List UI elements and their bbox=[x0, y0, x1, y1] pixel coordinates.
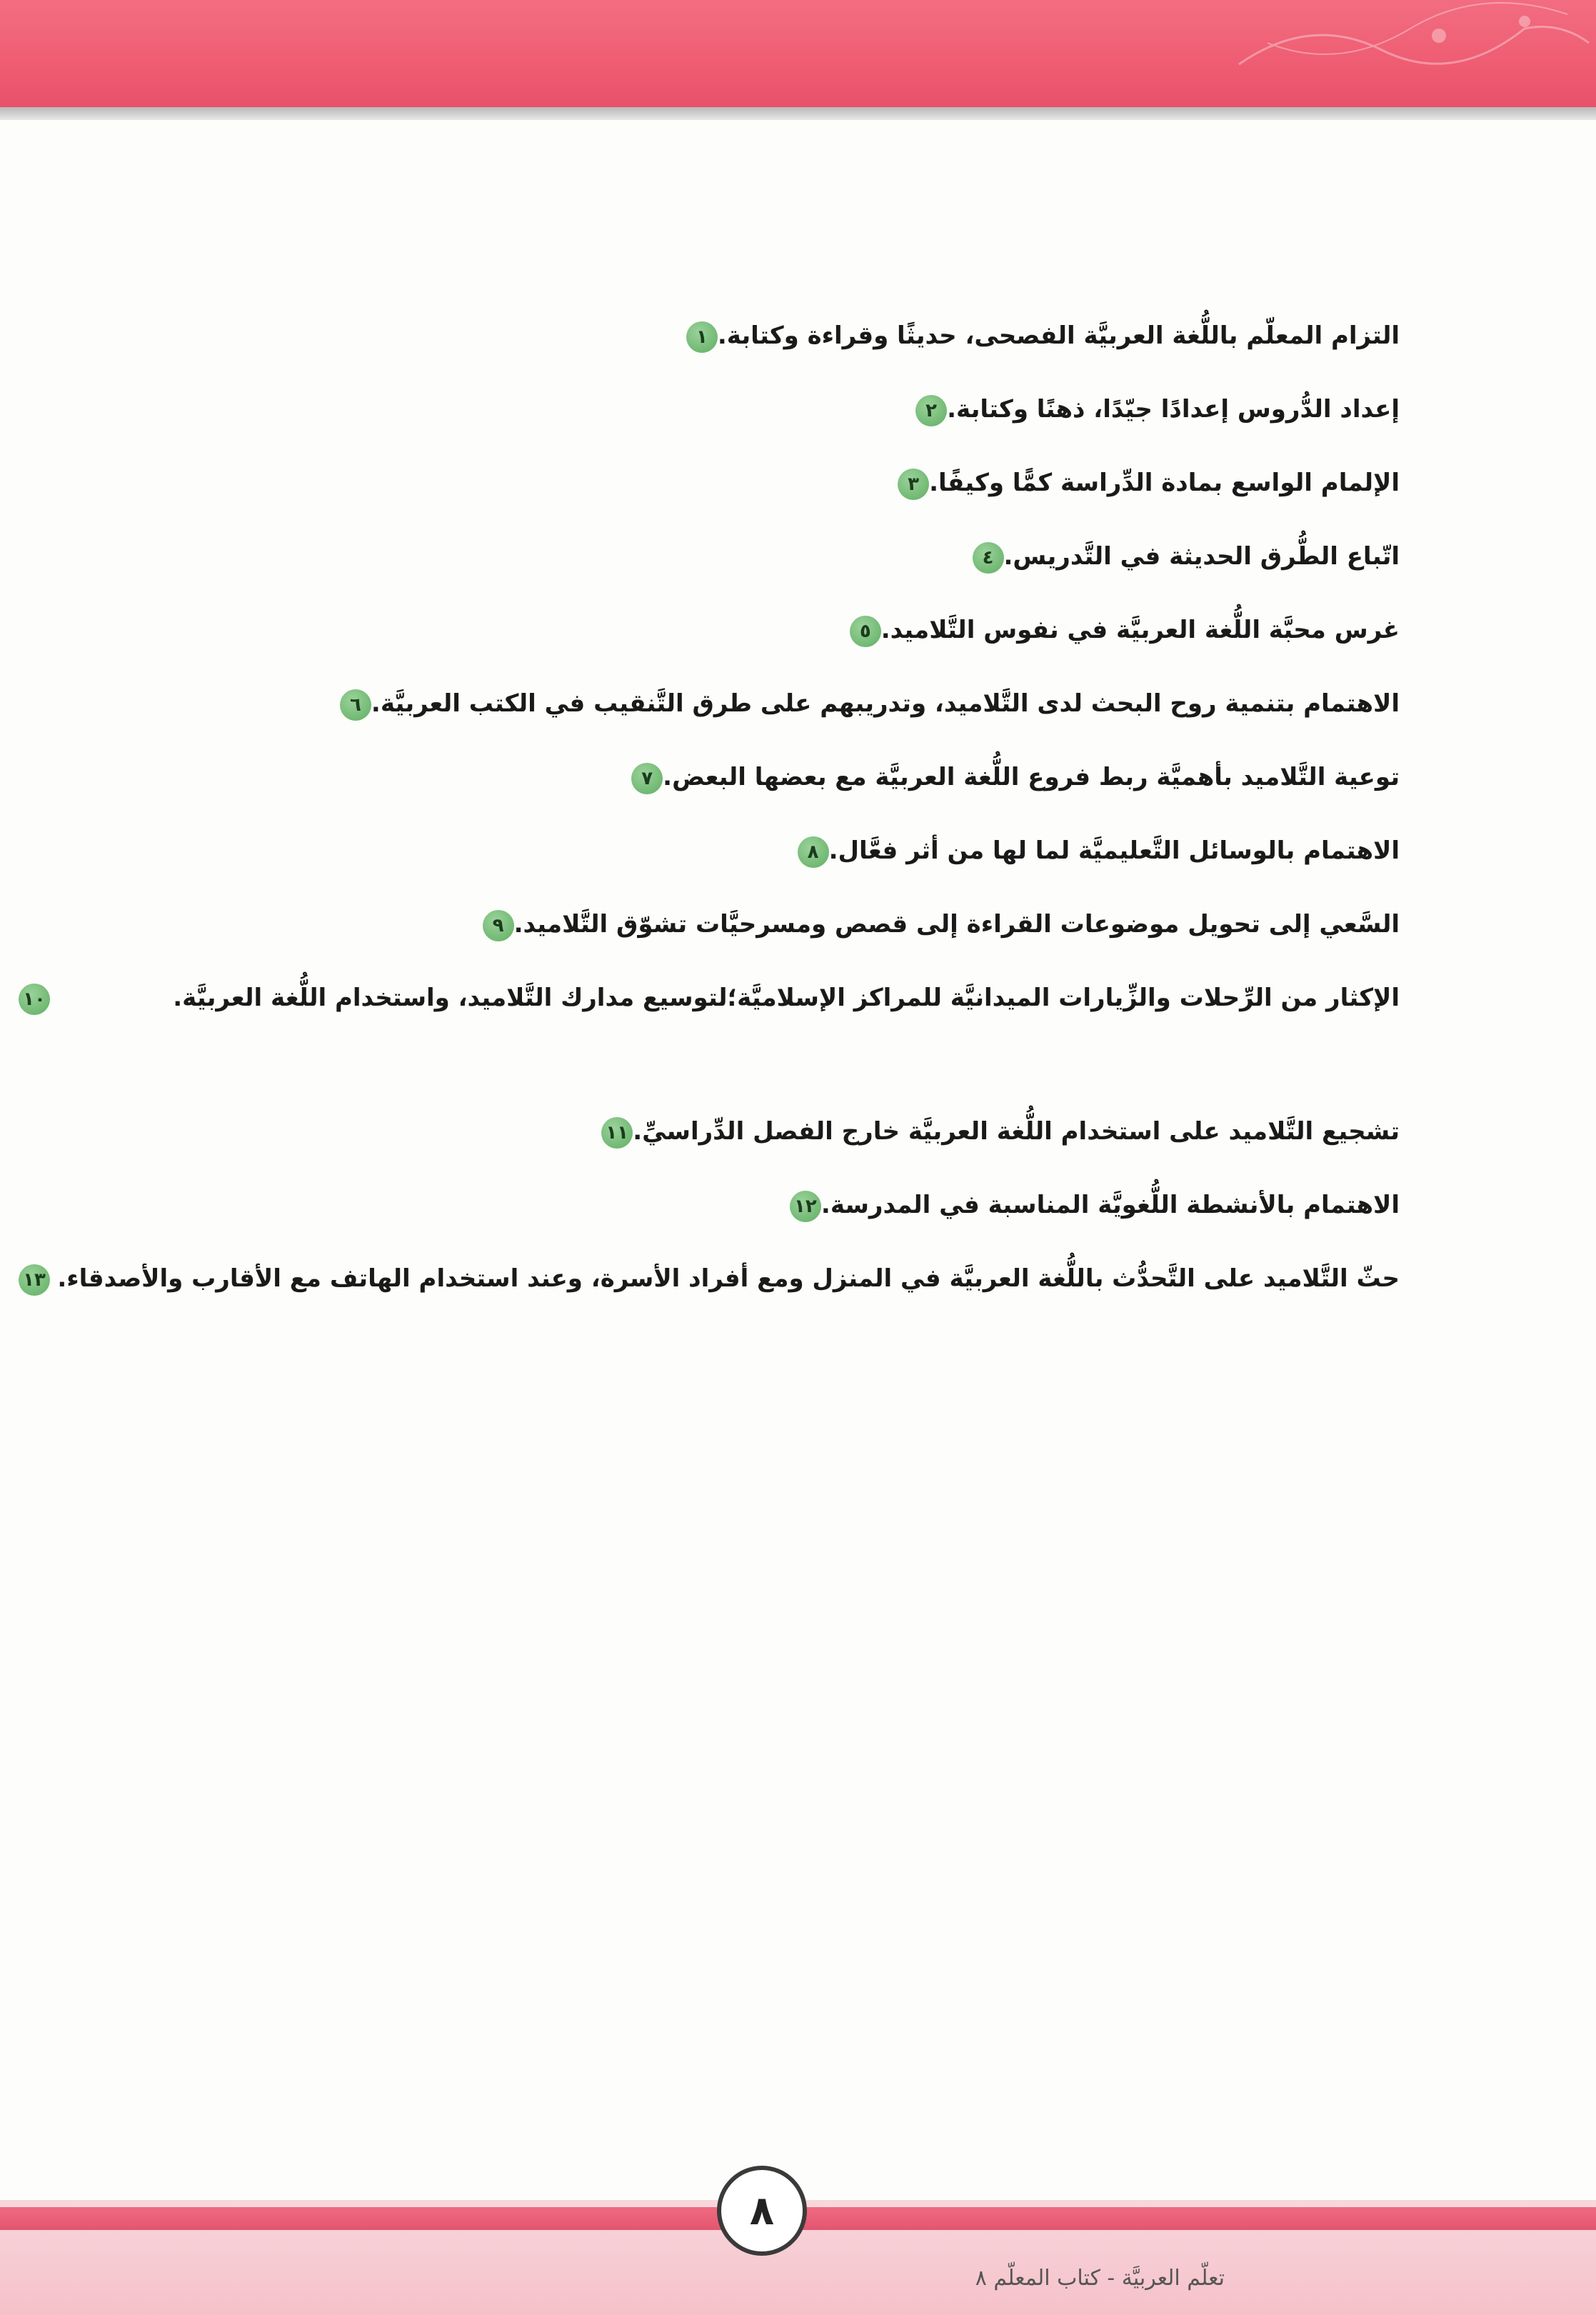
item-number-badge: ٤ bbox=[973, 542, 1004, 574]
item-number-badge: ٨ bbox=[798, 836, 829, 868]
list-item bbox=[9, 1263, 1400, 1311]
page-number: ٨ bbox=[717, 2166, 807, 2256]
list-item bbox=[963, 541, 1400, 589]
item-number-badge: ٥ bbox=[850, 616, 881, 647]
item-number-badge: ٦ bbox=[340, 689, 371, 721]
item-number-badge: ١ bbox=[686, 321, 718, 353]
list-item bbox=[780, 1189, 1400, 1238]
item-number-badge: ١١ bbox=[601, 1117, 633, 1149]
item-text: السَّعي إلى تحويل موضوعات القراءة إلى قصص ومسرحيَّات تشوّق التَّلاميد. bbox=[513, 910, 1400, 939]
item-number-badge: ٩ bbox=[483, 910, 514, 941]
list-item bbox=[788, 835, 1400, 884]
item-text: الاهتمام بتنمية روح البحث لدى التَّلاميد، وتدريبهم على طرق التَّنقيب في الكتب العربيَّة. bbox=[371, 689, 1400, 718]
item-text: تشجيع التَّلاميد على استخدام اللُّغة العربيَّة خارج الفصل الدِّراسيِّ. bbox=[633, 1117, 1400, 1146]
list-item bbox=[621, 761, 1400, 810]
item-number-badge: ٢ bbox=[915, 395, 947, 426]
footer-title: تعلّم العربيَّة - كتاب المعلّم ٨ bbox=[975, 2266, 1225, 2291]
item-number-badge: ٣ bbox=[898, 469, 929, 500]
item-text: حثّ التَّلاميد على التَّحدُّث باللُّغة العربيَّة في المنزل ومع أفراد الأسرة، وعند استخدام الهاتف مع الأقارب والأصدقاء. bbox=[57, 1264, 1400, 1293]
list-item bbox=[330, 688, 1400, 736]
item-text: الاهتمام بالأنشطة اللُّغويَّة المناسبة في المدرسة. bbox=[820, 1191, 1400, 1219]
list-item bbox=[9, 982, 1400, 1031]
floral-ornament-icon bbox=[1225, 0, 1596, 86]
list-item bbox=[591, 1116, 1400, 1164]
list-item bbox=[676, 320, 1400, 369]
item-number-badge: ٧ bbox=[631, 763, 663, 794]
list-item bbox=[888, 467, 1400, 516]
item-text: الإكثار من الرِّحلات والزِّيارات الميدانيَّة للمراكز الإسلاميَّة؛لتوسيع مدارك التَّلاميد، واستخدام اللُّغة العربيَّة. bbox=[173, 984, 1400, 1012]
item-number-badge: ١٢ bbox=[790, 1191, 821, 1222]
item-text: توعية التَّلاميد بأهميَّة ربط فروع اللُّغة العربيَّة مع بعضها البعض. bbox=[663, 763, 1400, 791]
item-text: الإلمام الواسع بمادة الدِّراسة كمًّا وكيفًا. bbox=[929, 469, 1400, 497]
list-item bbox=[905, 394, 1400, 442]
list-item bbox=[473, 909, 1400, 957]
item-text: غرس محبَّة اللُّغة العربيَّة في نفوس التَّلاميد. bbox=[880, 616, 1400, 644]
header-band bbox=[0, 0, 1596, 107]
item-text: إعداد الدُّروس إعدادًا جيّدًا، ذهنًا وكتابة. bbox=[947, 395, 1400, 424]
item-number-badge: ١٣ bbox=[19, 1264, 50, 1296]
item-text: اتّباع الطُّرق الحديثة في التَّدريس. bbox=[1003, 542, 1400, 571]
item-number-badge: ١٠ bbox=[19, 984, 50, 1015]
item-text: التزام المعلّم باللُّغة العربيَّة الفصحى، حديثًا وقراءة وكتابة. bbox=[717, 321, 1400, 350]
list-item bbox=[840, 614, 1400, 663]
item-text: الاهتمام بالوسائل التَّعليميَّة لما لها من أثر فعَّال. bbox=[828, 836, 1400, 865]
